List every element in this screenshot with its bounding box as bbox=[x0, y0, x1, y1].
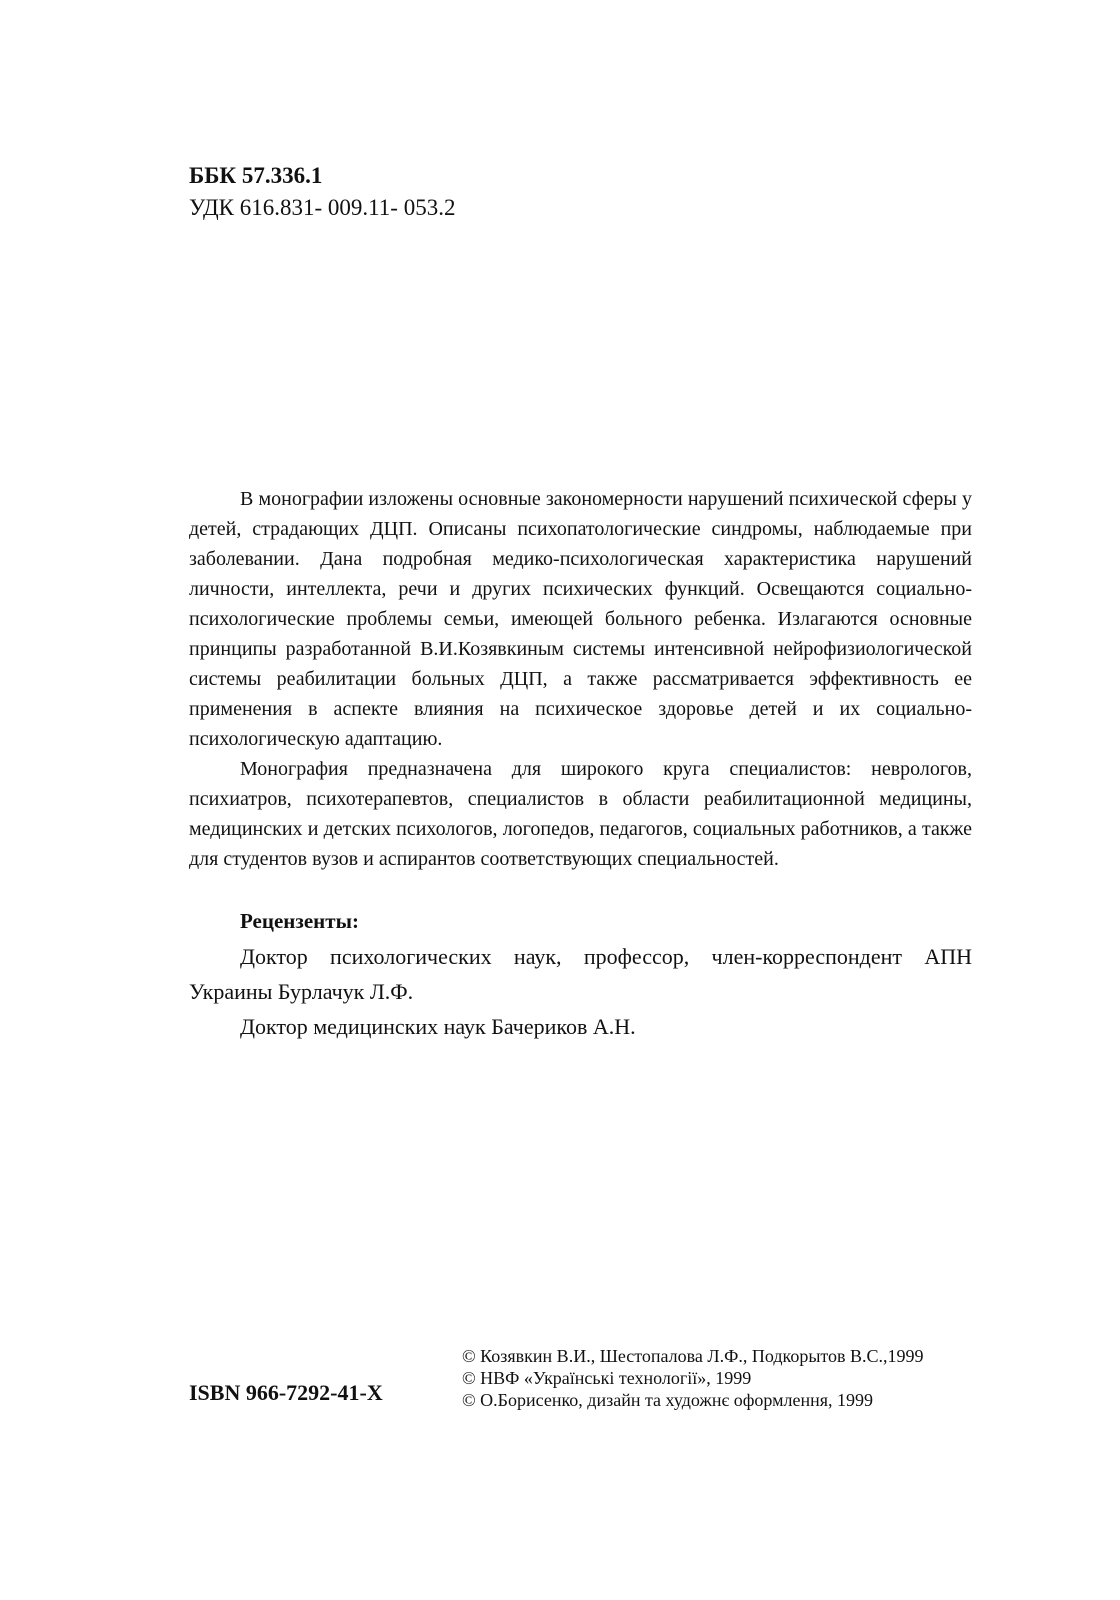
copyright-line: © НВФ «Українські технології», 1999 bbox=[462, 1368, 752, 1388]
reviewer-item: Доктор психологических наук, профессор, член-корреспондент АПН Украины Бурлачук Л.Ф. bbox=[189, 944, 972, 1004]
copyright-block bbox=[462, 1345, 924, 1411]
abstract-paragraph: В монографии изложены основные закономерности нарушений психической сферы у детей, страдающих ДЦП. Описаны психопатологические синдромы, наблюдаемые при заболевании. Дана подробная медико-психологическая характеристика нарушений личности, интеллекта, речи и других психических функций. Освещаются социально-психологические проблемы семьи, имеющей больного ребенка. Излагаются основные принципы разработанной В.И.Козявкиным системы интенсивной нейрофизиологической системы реабилитации больных ДЦП, а также рассматривается эффективность ее применения в аспекте влияния на психическое здоровье детей и их социально-психологическую адаптацию. bbox=[189, 488, 972, 750]
bbk-code: ББК 57.336.1 bbox=[189, 163, 323, 188]
copyright-line: © Козявкин В.И., Шестопалова Л.Ф., Подкорытов В.С.,1999 bbox=[462, 1346, 924, 1366]
isbn-number: ISBN 966-7292-41-X bbox=[189, 1380, 383, 1405]
reviewers-section bbox=[189, 904, 972, 1044]
reviewer-item: Доктор медицинских наук Бачериков А.Н. bbox=[240, 1014, 636, 1039]
udk-code: УДК 616.831- 009.11- 053.2 bbox=[189, 195, 456, 220]
abstract-paragraph: Монография предназначена для широкого круга специалистов: неврологов, психиатров, психотерапевтов, специалистов в области реабилитационной медицины, медицинских и детских психологов, логопедов, педагогов, социальных работников, а также для студентов вузов и аспирантов соответствующих специальностей. bbox=[189, 758, 972, 870]
classification-codes bbox=[189, 160, 455, 224]
reviewers-heading: Рецензенты: bbox=[240, 909, 359, 933]
abstract bbox=[189, 484, 972, 874]
copyright-line: © О.Борисенко, дизайн та художнє оформлення, 1999 bbox=[462, 1390, 874, 1410]
